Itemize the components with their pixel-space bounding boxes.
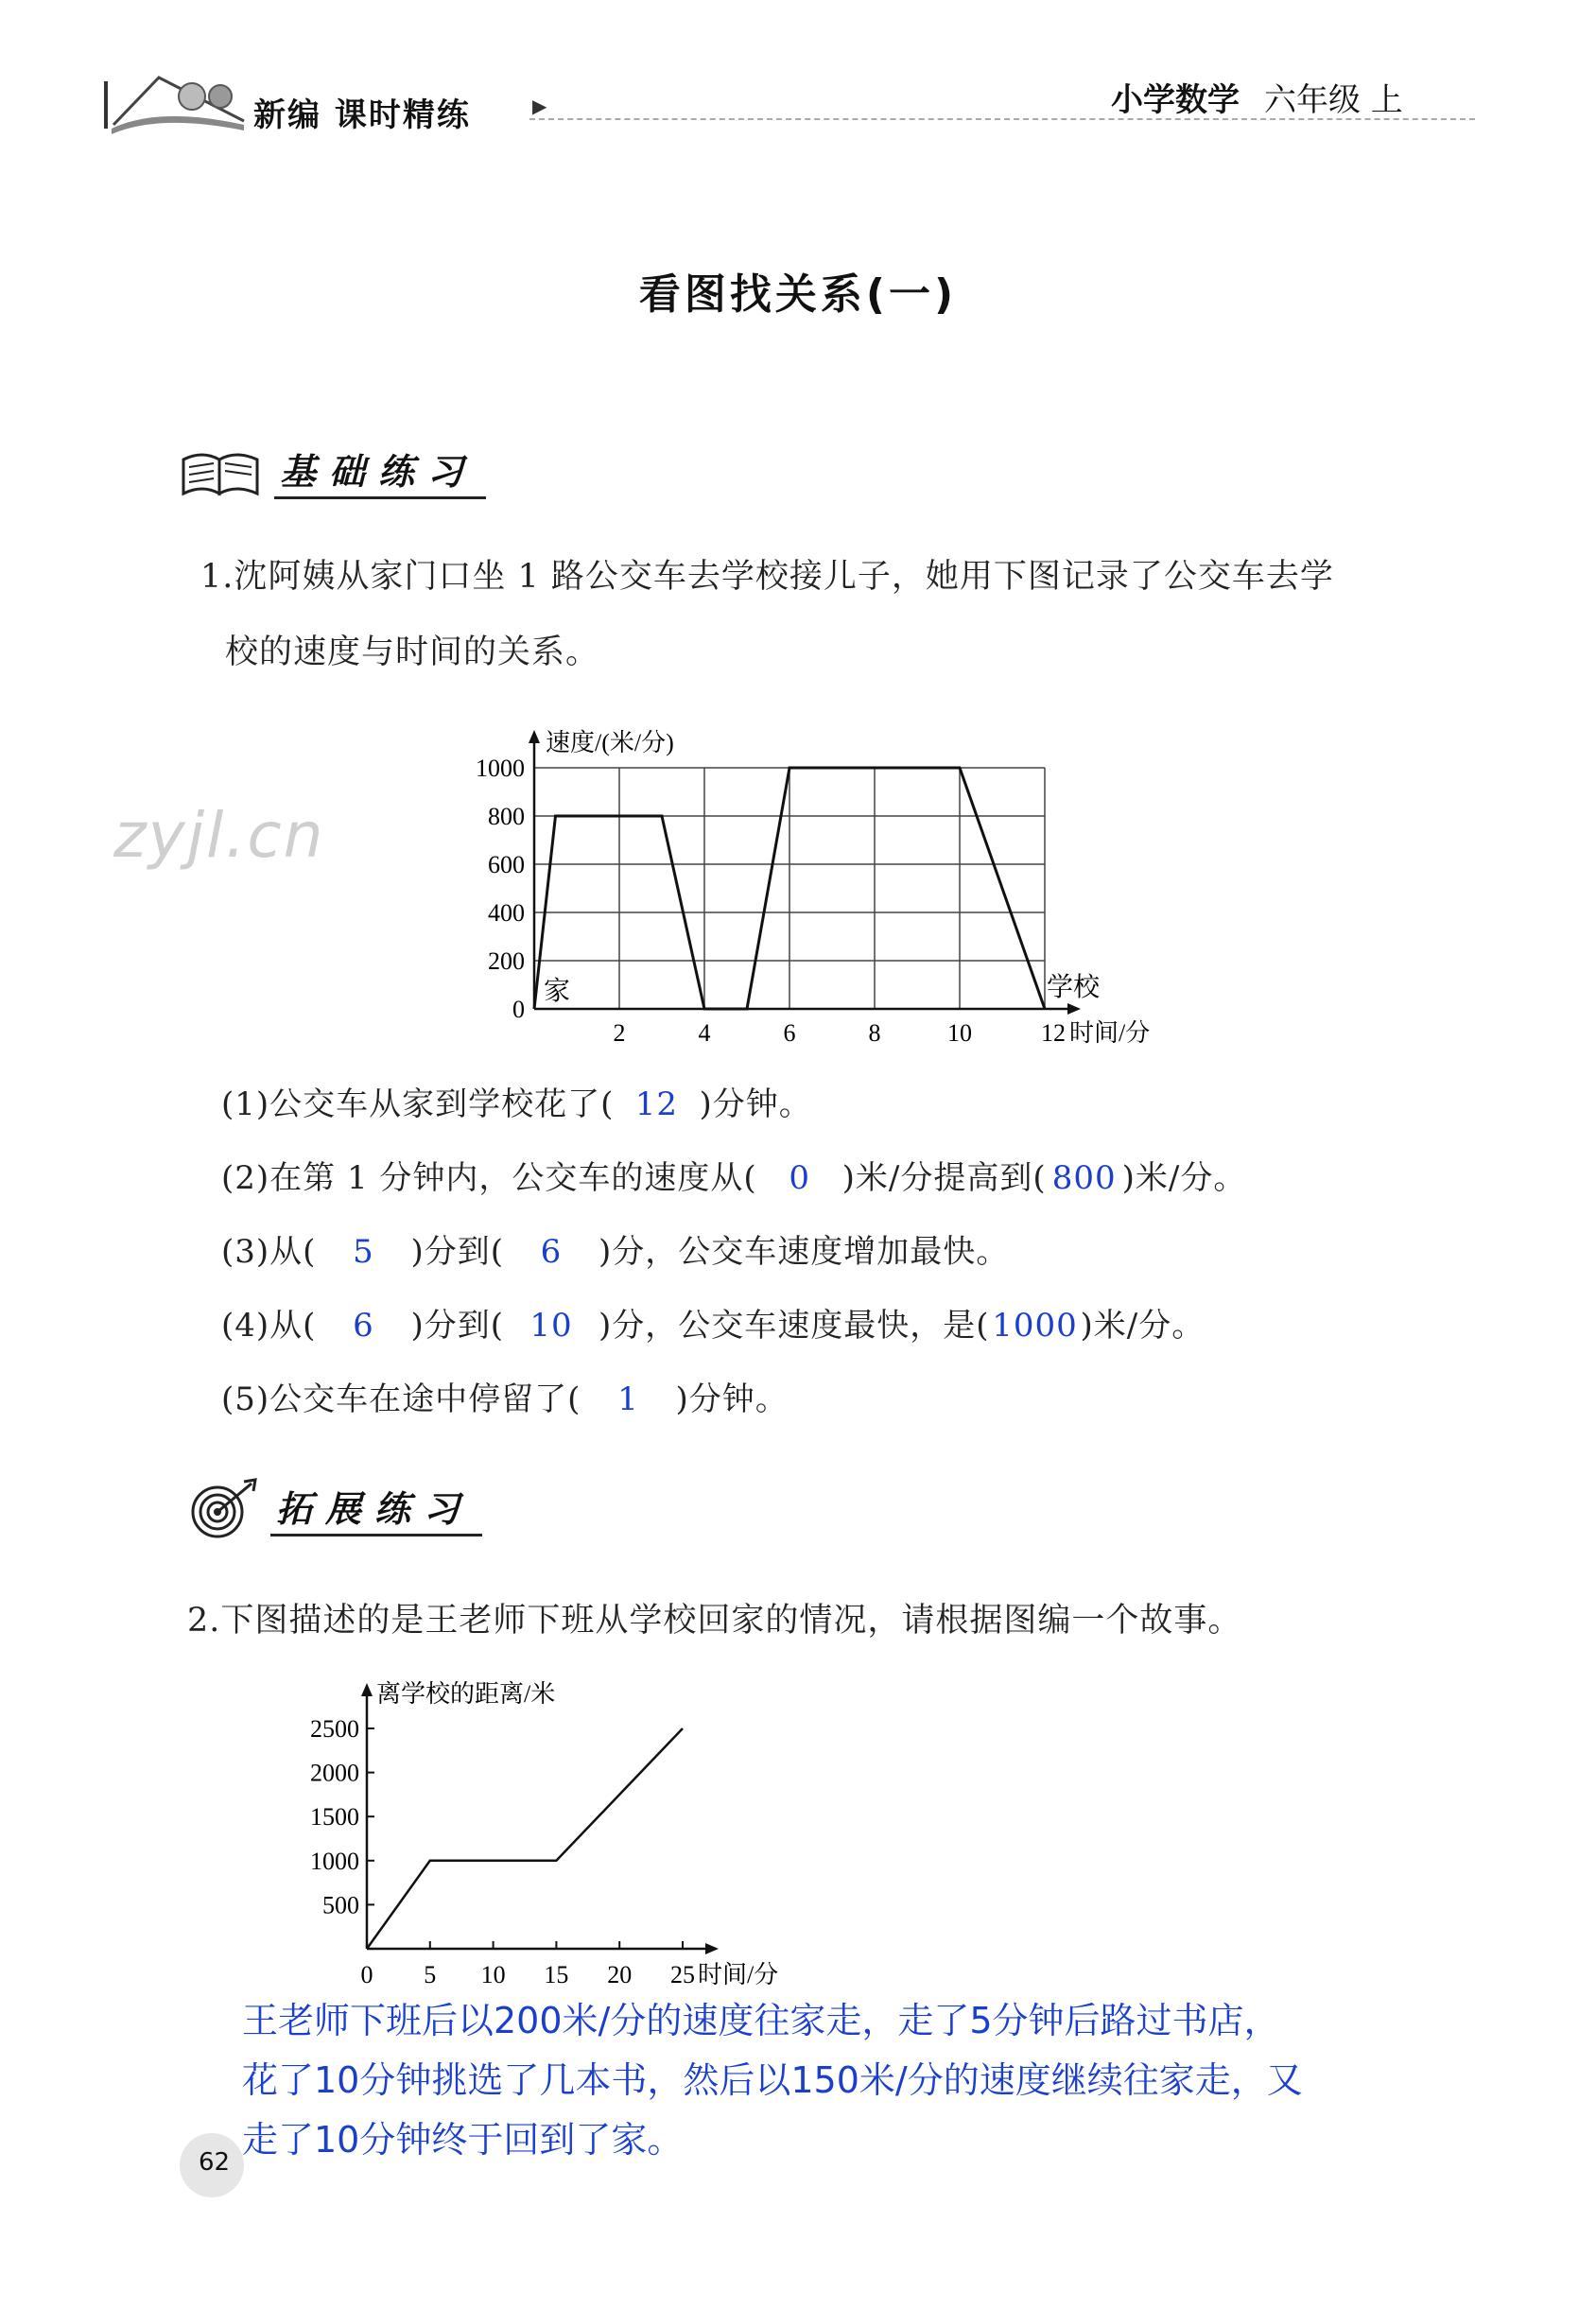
x-axis-label: 时间/分: [1069, 1019, 1151, 1047]
header-brand-block: [102, 68, 546, 134]
q1-sub-5-post: )分钟。: [675, 1380, 789, 1418]
x-tick-label: 0: [360, 1961, 373, 1988]
q1-sub-1-answer: 12: [634, 1085, 679, 1123]
q1-text-line2: 校的速度与时间的关系。: [225, 634, 600, 671]
q1-text-line1: 1.沈阿姨从家门口坐 1 路公交车去学校接儿子，她用下图记录了公交车去学: [200, 558, 1334, 596]
x-axis-arrow: [705, 1943, 719, 1954]
q1-sub-4-post2: )米/分。: [1080, 1307, 1206, 1345]
subject-label: 小学数学: [1111, 81, 1240, 119]
page-title: 看图找关系(一): [638, 270, 958, 319]
y-tick-label: 600: [488, 851, 525, 878]
y-tick-label: 500: [322, 1891, 359, 1919]
x-tick-label: 8: [868, 1019, 881, 1047]
q1-sub-3: [221, 1225, 1009, 1272]
grade-label: 六年级 上: [1264, 81, 1403, 119]
x-tick-label: 6: [783, 1019, 796, 1047]
q1-sub-2-post: )米/分。: [1121, 1159, 1247, 1197]
q1-sub-3-post: )分，公交车速度增加最快。: [598, 1233, 1010, 1271]
annotation-home: 家: [544, 977, 571, 1006]
q1-sub-3-mid: )分到(: [410, 1233, 504, 1271]
q1-sub-2-pre: (2)在第 1 分钟内，公交车的速度从(: [221, 1159, 757, 1197]
q2-answer-line-3: 走了10分钟终于回到了家。: [242, 2119, 684, 2161]
annotation-school: 学校: [1047, 973, 1101, 1002]
series-line-distance: [367, 1728, 683, 1949]
section-extended-heading: [185, 1480, 482, 1536]
q1-sub-4-answer-3: 1000: [992, 1307, 1078, 1345]
section-extended-label: 拓展练习: [270, 1480, 482, 1536]
q1-sub-2-answer-2: 800: [1051, 1159, 1117, 1197]
x-tick-label: 12: [1041, 1019, 1066, 1047]
q1-sub-5-answer: 1: [617, 1380, 639, 1418]
header-subject-block: [1111, 74, 1403, 120]
q1-sub-4: [221, 1299, 1205, 1345]
q1-sub-2-answer-1: 0: [789, 1159, 810, 1197]
header-divider: [529, 118, 1475, 120]
q1-sub-5: [221, 1373, 789, 1419]
brand-title: 新编 课时精练: [253, 96, 471, 134]
x-tick-label: 4: [698, 1019, 711, 1047]
q1-sub-1-post: )分钟。: [699, 1085, 812, 1123]
x-tick-label: 20: [607, 1961, 633, 1988]
y-tick-label: 2500: [310, 1715, 359, 1743]
open-book-icon: [178, 443, 265, 499]
y-tick-label: 800: [488, 803, 525, 830]
q1-sub-1-pre: (1)公交车从家到学校花了(: [221, 1085, 615, 1123]
y-tick-label: 2000: [310, 1759, 359, 1787]
triangle-right-icon: ▶: [532, 95, 547, 117]
q1-sub-4-pre: (4)从(: [221, 1307, 317, 1345]
y-axis-label: 离学校的距离/米: [376, 1680, 556, 1708]
section-basic-heading: [178, 443, 486, 499]
q1-sub-4-answer-1: 6: [353, 1307, 374, 1345]
chart-distance-time: [284, 1664, 832, 2005]
watermark: zyjl.cn: [113, 799, 325, 872]
section-basic-label: 基础练习: [274, 443, 486, 499]
q1-sub-3-answer-1: 5: [353, 1233, 374, 1271]
q2-answer-line-1: 王老师下班后以200米/分的速度往家走，走了5分钟后路过书店，: [242, 2000, 1280, 2041]
q1-sub-4-post: )分，公交车速度最快，是(: [598, 1307, 990, 1345]
y-tick-label: 400: [488, 899, 525, 927]
q1-sub-1: [221, 1078, 812, 1124]
x-axis-arrow: [1067, 1003, 1081, 1015]
target-icon: [185, 1478, 261, 1538]
x-tick-label: 25: [670, 1961, 695, 1988]
x-tick-label: 15: [544, 1961, 569, 1988]
q1-sub-5-pre: (5)公交车在途中停留了(: [221, 1380, 581, 1418]
y-tick-label: 1000: [476, 755, 525, 782]
q2-answer: [242, 1991, 1303, 2170]
q1-sub-3-answer-2: 6: [540, 1233, 563, 1271]
q1-sub-4-answer-2: 10: [529, 1307, 573, 1345]
q2-text: 2.下图描述的是王老师下班从学校回家的情况，请根据图编一个故事。: [187, 1602, 1242, 1640]
q1-sub-2-mid: )米/分提高到(: [841, 1159, 1047, 1197]
chart-speed-time: [454, 719, 1172, 1059]
y-tick-label: 1500: [310, 1803, 359, 1832]
x-tick-label: 2: [613, 1019, 626, 1047]
x-tick-label: 5: [424, 1961, 437, 1988]
y-axis-arrow: [529, 730, 540, 743]
x-axis-label: 时间/分: [698, 1961, 779, 1988]
q1-sub-2: [221, 1152, 1246, 1198]
page-number: 62: [199, 2148, 231, 2177]
book-logo-icon: [102, 68, 263, 134]
y-tick-label: 200: [488, 947, 525, 975]
q1-sub-3-pre: (3)从(: [221, 1233, 317, 1271]
y-axis-arrow: [361, 1683, 373, 1696]
q1-sub-4-mid: )分到(: [410, 1307, 504, 1345]
y-axis-label: 速度/(米/分): [546, 729, 674, 756]
y-tick-label: 1000: [310, 1847, 359, 1875]
x-tick-label: 10: [480, 1961, 506, 1988]
x-tick-label: 10: [947, 1019, 972, 1047]
q2-answer-line-2: 花了10分钟挑选了几本书，然后以150米/分的速度继续往家走，又: [242, 2059, 1303, 2101]
y-tick-label: 0: [512, 996, 525, 1023]
